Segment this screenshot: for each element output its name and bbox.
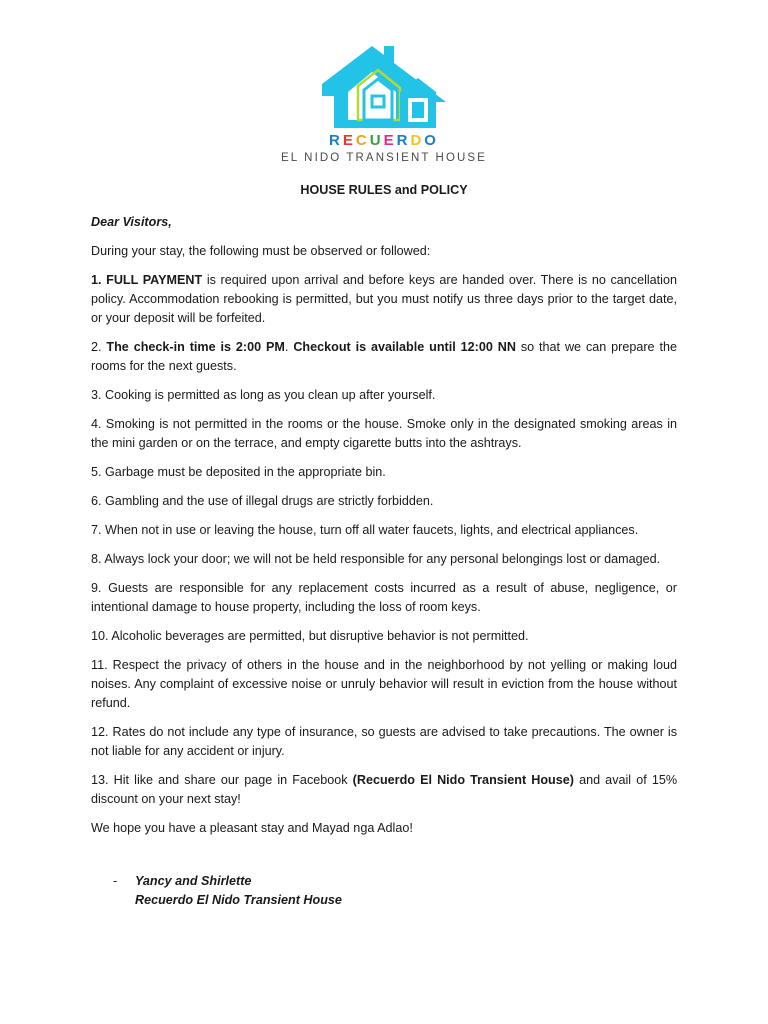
rule-item: 13. Hit like and share our page in Facebook (Recuerdo El Nido Transient House) and avail of 15% discount on your next stay!	[91, 773, 678, 806]
house-rules-body	[91, 181, 677, 838]
rule-item: 11. Respect the privacy of others in the house and in the neighborhood by not yelling or making loud noises. Any complaint of excessive noise or unruly behavior will result in eviction from the house without refund.	[91, 658, 677, 710]
rule-item: 5. Garbage must be deposited in the appropriate bin.	[91, 465, 386, 479]
rule-item: 12. Rates do not include any type of insurance, so guests are advised to take precautions. The owner is not liable for any accident or injury.	[91, 725, 677, 758]
rule-item: 9. Guests are responsible for any replacement costs incurred as a result of abuse, negligence, or intentional damage to house property, including the loss of room keys.	[91, 581, 677, 614]
logo	[0, 40, 768, 165]
rule-item: 8. Always lock your door; we will not be held responsible for any personal belongings lost or damaged.	[91, 552, 661, 566]
salutation: Dear Visitors,	[91, 215, 172, 229]
rule-item: 3. Cooking is permitted as long as you clean up after yourself.	[91, 388, 436, 402]
rule-item: 7. When not in use or leaving the house, turn off all water faucets, lights, and electrical appliances.	[91, 523, 639, 537]
brand-letter: R	[396, 132, 411, 149]
signature-dash: -	[113, 874, 118, 888]
closing-paragraph: We hope you have a pleasant stay and Mayad nga Adlao!	[91, 821, 413, 835]
brand-tagline: EL NIDO TRANSIENT HOUSE	[281, 152, 487, 164]
rule-item: 10. Alcoholic beverages are permitted, but disruptive behavior is not permitted.	[91, 629, 529, 643]
rule-item: 2. The check-in time is 2:00 PM. Checkout is available until 12:00 NN so that we can prepare the rooms for the next guests.	[91, 340, 677, 373]
brand-name	[0, 132, 768, 150]
rule-item: 6. Gambling and the use of illegal drugs are strictly forbidden.	[91, 494, 434, 508]
rule-item: 4. Smoking is not permitted in the rooms or the house. Smoke only in the designated smoking areas in the mini garden or on the terrace, and empty cigarette butts into the ashtrays.	[91, 417, 678, 450]
signature-block	[113, 872, 342, 910]
brand-letter: U	[369, 132, 384, 149]
brand-letter: R	[329, 132, 343, 149]
document-title: HOUSE RULES and POLICY	[300, 183, 468, 197]
house-logo-icon	[314, 40, 454, 130]
rule-item: 1. FULL PAYMENT is required upon arrival and before keys are handed over. There is no cancellation policy. Accommodation rebooking is permitted, but you must notify us three days prior to the target date, or your deposit will be forfeited.	[91, 273, 677, 325]
signature-names: Yancy and Shirlette	[135, 874, 252, 888]
brand-letter: D	[410, 132, 425, 149]
brand-letter: C	[355, 132, 370, 149]
brand-letter: O	[424, 132, 439, 149]
brand-letter: E	[383, 132, 397, 149]
rules-list	[91, 271, 677, 809]
signature-house: Recuerdo El Nido Transient House	[135, 893, 342, 907]
brand-letter: E	[342, 132, 356, 149]
intro-paragraph: During your stay, the following must be observed or followed:	[91, 244, 431, 258]
